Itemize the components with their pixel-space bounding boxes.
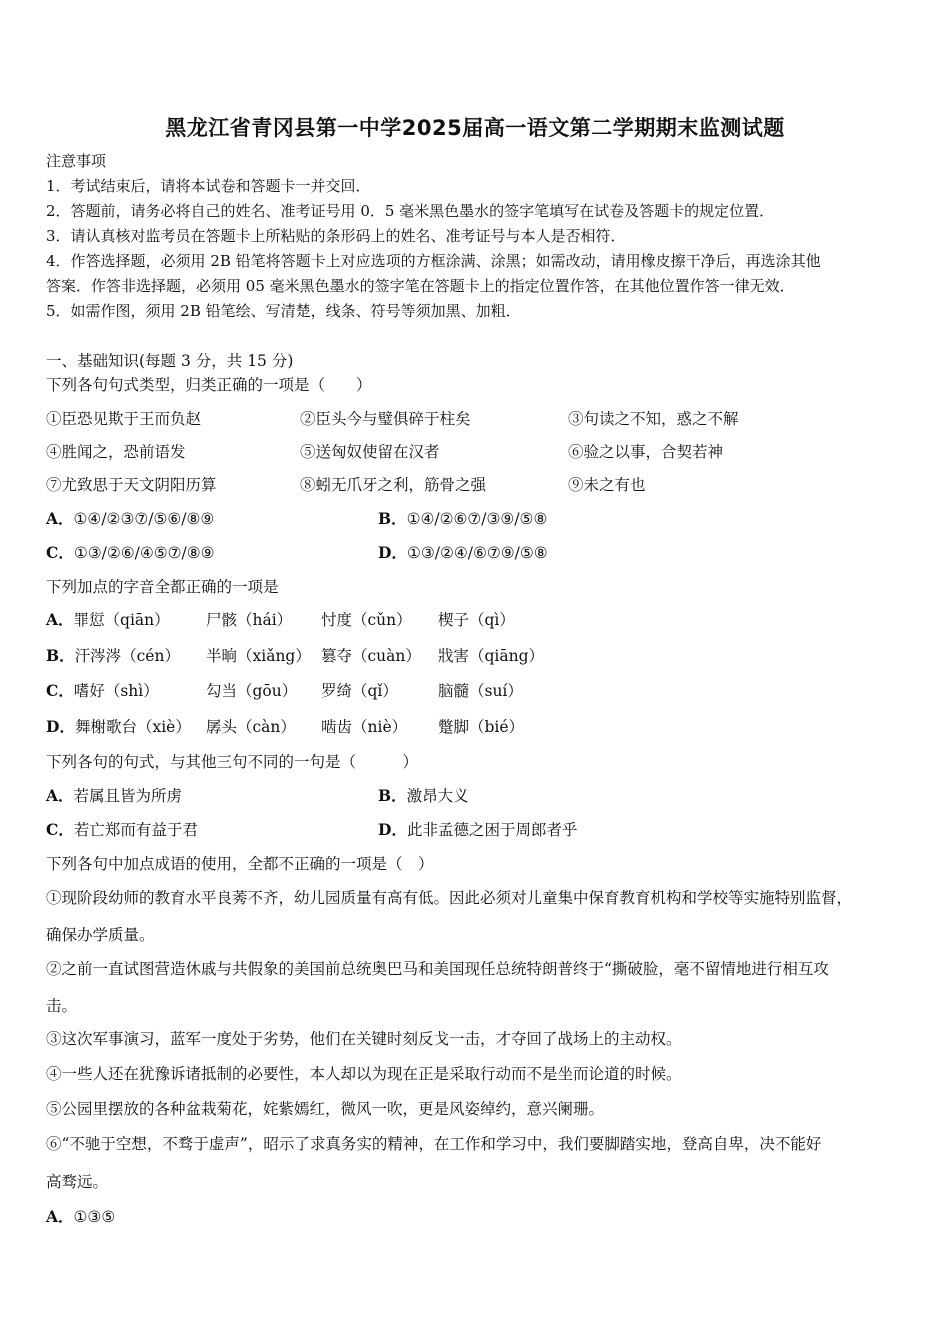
notice-item: 1．考试结束后，请将本试卷和答题卡一并交回． bbox=[46, 177, 371, 195]
q3-option-c: C．若亡郑而有益于君 bbox=[46, 820, 198, 839]
q2-option-c-word: 脑髓（suí） bbox=[438, 682, 523, 700]
q4-item: ②之前一直试图营造休戚与共假象的美国前总统奥巴马和美国现任总统特朗普终于“撕破脸，毫不留情地进行相互攻 bbox=[46, 960, 829, 978]
q2-option-b-word: 篡夺（cuàn） bbox=[321, 647, 421, 665]
q4-item: ④一些人还在犹豫诉诸抵制的必要性，本人却以为现在正是采取行动而不是坐而论道的时候。 bbox=[46, 1065, 682, 1083]
q1-sentence: ⑨未之有也 bbox=[568, 476, 646, 494]
q2-option-b-word: 戕害（qiāng） bbox=[438, 647, 545, 665]
q4-item: 高骛远。 bbox=[46, 1173, 109, 1191]
q3-option-a: A．若属且皆为所虏 bbox=[46, 786, 183, 805]
q1-option-b: B．①④/②⑥⑦/③⑨/⑤⑧ bbox=[378, 509, 548, 528]
notice-item: 4．作答选择题，必须用 2B 铅笔将答题卡上对应选项的方框涂满、涂黑；如需改动，请用橡皮擦干净后，再选涂其他 bbox=[46, 252, 821, 270]
section-heading: 一、基础知识(每题 3 分，共 15 分) bbox=[46, 352, 294, 370]
q1-option-d: D．①③/②④/⑥⑦⑨/⑤⑧ bbox=[378, 543, 548, 562]
q4-option-a: A．①③⑤ bbox=[46, 1207, 116, 1226]
q2-option-c-word: 罗绮（qǐ） bbox=[321, 682, 398, 700]
q2-option-b: B．汗涔涔（cén） bbox=[46, 646, 180, 665]
exam-title: 黑龙江省青冈县第一中学2025届高一语文第二学期期末监测试题 bbox=[165, 116, 785, 140]
q2-option-b-word: 半晌（xiǎng） bbox=[206, 647, 311, 665]
q3-option-d: D．此非孟德之困于周郎者乎 bbox=[378, 820, 578, 839]
q2-option-a-word: 尸骸（hái） bbox=[206, 611, 293, 629]
notice-heading: 注意事项 bbox=[46, 152, 107, 170]
q1-sentence: ④胜闻之，恐前语发 bbox=[46, 443, 186, 461]
q1-option-c: C．①③/②⑥/④⑤⑦/⑧⑨ bbox=[46, 543, 215, 562]
q1-stem: 下列各句句式类型，归类正确的一项是（ ） bbox=[46, 376, 372, 394]
q2-option-d-word: 蹩脚（bié） bbox=[438, 718, 525, 736]
notice-item: 5．如需作图，须用 2B 铅笔绘、写清楚，线条、符号等须加黑、加粗． bbox=[46, 302, 521, 320]
notice-item: 3．请认真核对监考员在答题卡上所粘贴的条形码上的姓名、准考证号与本人是否相符． bbox=[46, 227, 626, 245]
q2-option-c: C．嗜好（shì） bbox=[46, 681, 159, 700]
q1-sentence: ⑤送匈奴使留在汉者 bbox=[300, 443, 440, 461]
q2-stem: 下列加点的字音全都正确的一项是 bbox=[46, 578, 279, 596]
q1-sentence: ①臣恐见欺于王而负赵 bbox=[46, 410, 202, 428]
q4-item: 确保办学质量。 bbox=[46, 926, 155, 944]
q1-sentence: ⑦尤致思于天文阴阳历算 bbox=[46, 476, 217, 494]
q1-sentence: ⑥验之以事，合契若神 bbox=[568, 443, 724, 461]
q4-item: 击。 bbox=[46, 997, 78, 1015]
notice-item: 2．答题前，请务必将自己的姓名、准考证号用 0．5 毫米黑色墨水的签字笔填写在试卷及答题卡的规定位置． bbox=[46, 202, 775, 220]
q1-sentence: ⑧蚓无爪牙之利，筋骨之强 bbox=[300, 476, 487, 494]
q3-option-b: B．激昂大义 bbox=[378, 786, 469, 805]
q2-option-c-word: 勾当（gōu） bbox=[206, 682, 298, 700]
q2-option-d: D．舞榭歌台（xiè） bbox=[46, 717, 191, 736]
q3-stem: 下列各句的句式，与其他三句不同的一句是（ ） bbox=[46, 753, 419, 771]
q2-option-d-word: 孱头（càn） bbox=[206, 718, 296, 736]
q1-option-a: A．①④/②③⑦/⑤⑥/⑧⑨ bbox=[46, 509, 215, 528]
q4-item: ①现阶段幼师的教育水平良莠不齐，幼儿园质量有高有低。因此必须对儿童集中保育教育机构和学校等实施特别监督， bbox=[46, 889, 853, 907]
q2-option-a-word: 楔子（qì） bbox=[438, 611, 515, 629]
q2-option-d-word: 啮齿（niè） bbox=[321, 718, 408, 736]
q4-item: ⑥“不驰于空想，不骛于虚声”，昭示了求真务实的精神，在工作和学习中，我们要脚踏实地，登高自卑，决不能好 bbox=[46, 1135, 822, 1153]
q1-sentence: ③句读之不知，惑之不解 bbox=[568, 410, 739, 428]
q4-item: ⑤公园里摆放的各种盆栽菊花，姹紫嫣红，微风一吹，更是风姿绰约，意兴阑珊。 bbox=[46, 1100, 605, 1118]
q4-stem: 下列各句中加点成语的使用，全都不正确的一项是（ ） bbox=[46, 855, 434, 873]
q4-item: ③这次军事演习，蓝军一度处于劣势，他们在关键时刻反戈一击，才夺回了战场上的主动权。 bbox=[46, 1030, 682, 1048]
q1-sentence: ②臣头今与璧俱碎于柱矣 bbox=[300, 410, 471, 428]
q2-option-a-word: 忖度（cǔn） bbox=[321, 611, 412, 629]
q2-option-a: A．罪愆（qiān） bbox=[46, 610, 170, 629]
notice-item: 答案．作答非选择题，必须用 05 毫米黑色墨水的签字笔在答题卡上的指定位置作答，在其他位置作答一律无效． bbox=[46, 277, 795, 295]
